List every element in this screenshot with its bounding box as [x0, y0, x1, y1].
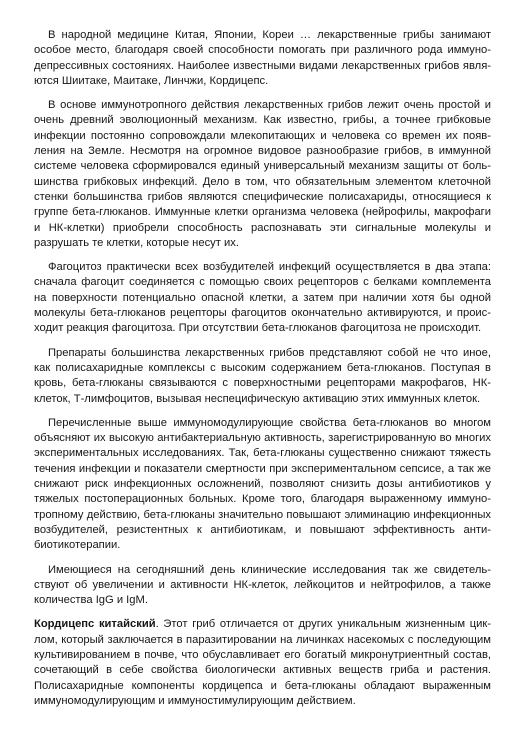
paragraph-antibacterial-activity: Перечисленные выше иммуномодулирующие свойства бета-глюканов во многом объясняют их высокую антибактериальную активность, зарегистрированную во многих экспериментальных исследованиях. Так, бета-глюканы существенно снижают тяжесть течения инфекции и показатели смертности при экспериментальном сепсисе, а так же снижают риск инфекционных осложнений, позволяют снизить дозы антибиотиков у тяжелых постоперационных больных. Кроме того, благодаря выраженному иммунотропному действию, бета-глюканы значительно повышают элиминацию инфекционных возбудителей, резистентных к антибиотикам, и повышают эффективность антибиотикотерапии. [34, 416, 491, 552]
cordyceps-heading: Кордицепс китайский [34, 618, 156, 631]
paragraph-immunotropic-mechanism: В основе иммунотропного действия лекарственных грибов лежит очень простой и очень древний эволюционный механизм. Как известно, грибы, а точнее грибковые инфекции постоянно сопровождали млекопитающих и человека со времен их появления на Земле. Несмотря на огромное видовое разнообразие грибов, в иммунной системе человека сформировался единый универсальный механизм защиты от большинства грибковых инфекций. Дело в том, что обязательным элементом клеточной стенки большинства грибов являются специфические полисахариды, относящиеся к группе бета-глюканов. Иммунные клетки организма человека (нейрофилы, макрофаги и НК-клетки) приобрели способность распознавать эти сигнальные молекулы и разрушать те клетки, которые несут их. [34, 99, 491, 249]
document-page [34, 28, 491, 709]
paragraph-medicinal-mushrooms-intro: В народной медицине Китая, Японии, Кореи … лекарственные грибы занимают особое место, благодаря своей способности помогать при различного рода иммунодепрессивных состояниях. Наиболее известными видами лекарственных грибов являются Шиитаке, Маитаке, Линчжи, Кордицепс. [34, 29, 491, 87]
cordyceps-text: . Этот гриб отличается от других уникальным жизненным циклом, который заключается в паразитировании на личинках насекомых с последующим культивированием в почве, что обуславливает его богатый микронутриентный состав, сочетающий в себе свойства биологически активных веществ гриба и растения. Полисахаридные компоненты кордицепса и бета-глюканы обладают выраженным иммуномодулирующим и иммуностимулирующим действием. [34, 618, 491, 707]
paragraph-phagocytosis: Фагоцитоз практически всех возбудителей инфекций осуществляется в два этапа: сначала фагоцит соединяется с помощью своих рецепторов с белками комплемента на поверхности потенциально опасной клетки, а затем при наличии хотя бы одной молекулы бета-глюканов рецепторы фагоцитов окончательно активируются, и происходит реакция фагоцитоза. При отсутствии бета-глюканов фагоцитоза не происходит. [34, 261, 491, 335]
paragraph-clinical-studies: Имеющиеся на сегодняшний день клинические исследования так же свидетельствуют об увеличении и активности НК-клеток, лейкоцитов и нейтрофилов, а также количества IgG и IgM. [34, 563, 491, 607]
paragraph-cordyceps [34, 617, 491, 709]
paragraph-polysaccharide-complexes: Препараты большинства лекарственных грибов представляют собой не что иное, как полисахаридные комплексы с высоким содержанием бета-глюканов. Поступая в кровь, бета-глюканы связываются с поверхностными рецепторами макрофагов, НК-клеток, Т-лимфоцитов, вызывая неспецифическую активацию этих иммунных клеток. [34, 346, 491, 405]
